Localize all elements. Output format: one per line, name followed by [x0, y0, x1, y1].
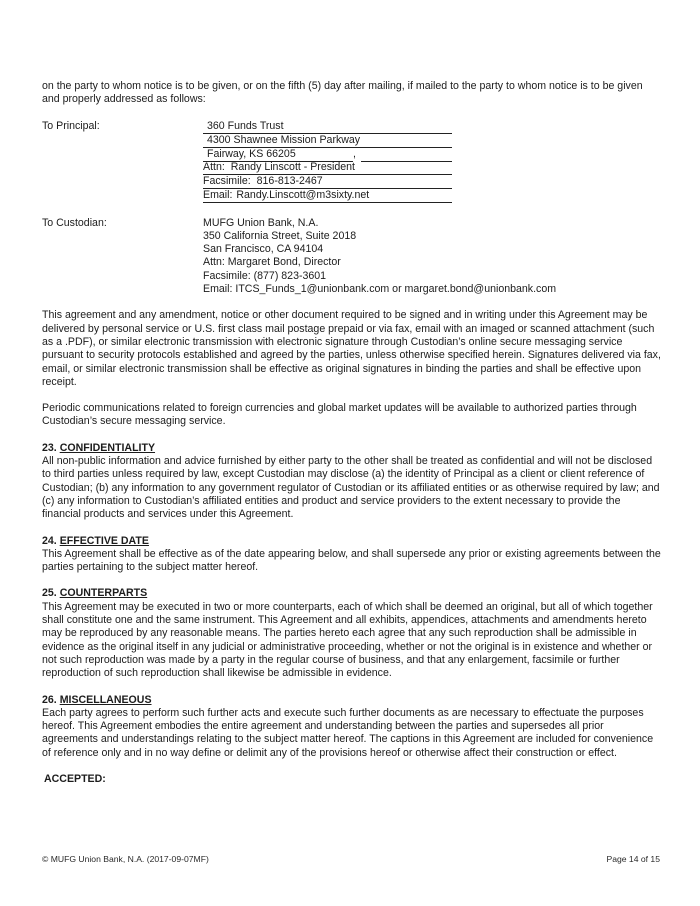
custodian-address-block: [42, 217, 662, 297]
custodian-address-line: 350 California Street, Suite 2018: [203, 229, 357, 242]
principal-blank-underline: [361, 148, 452, 162]
intro-paragraph: on the party to whom notice is to be given, or on the fifth (5) day after mailing, if mailed to the party to whom notice is to be given and properly addressed as follows:: [42, 80, 643, 106]
section-title: COUNTERPARTS: [59, 587, 148, 600]
section-body: Each party agrees to perform such further acts and execute such further documents as are necessary to effectuate the purposes hereof. This Agreement embodies the entire agreement and understanding between the parties and supersedes all prior agreements and understandings relating to the subject matter hereof. The captions in this Agreement are included for convenience of reference only and in no way define or delimit any of the provisions hereof or otherwise affect their construction or effect.: [42, 706, 654, 759]
section-number: 23.: [42, 441, 57, 454]
principal-city-line: [203, 148, 452, 161]
accepted-heading: ACCEPTED:: [44, 772, 106, 785]
principal-email-label: Email:: [203, 188, 233, 201]
custodian-address-line: Email: ITCS_Funds_1@unionbank.com or margaret.bond@unionbank.com: [203, 283, 557, 296]
section-number: 25.: [42, 587, 57, 600]
section-title: MISCELLANEOUS: [59, 693, 152, 706]
section-title: EFFECTIVE DATE: [59, 534, 149, 547]
section-title: CONFIDENTIALITY: [59, 441, 156, 454]
section-heading: [42, 535, 662, 548]
custodian-address-line: Facsimile: (877) 823-3601: [203, 269, 327, 282]
principal-email-value: Randy.Linscott@m3sixty.net: [236, 188, 370, 201]
principal-email-line: [203, 189, 452, 203]
communications-paragraph: Periodic communications related to foreign currencies and global market updates will be available to authorized parties through Custodian’s secure messaging service.: [42, 402, 637, 428]
section-counterparts: [42, 587, 662, 680]
section-effective-date: [42, 535, 662, 575]
document-page: [42, 80, 662, 786]
principal-address-lines: [203, 120, 452, 203]
principal-address-block: [42, 120, 662, 203]
principal-attn-label: Attn:: [203, 160, 225, 173]
section-number: 24.: [42, 534, 57, 547]
section-heading: [42, 442, 662, 455]
page-number: Page 14 of 15: [606, 854, 660, 864]
section-body: This Agreement shall be effective as of the date appearing below, and shall supersede any prior or existing agreements between the parties pertaining to the subject matter hereof.: [42, 547, 661, 574]
custodian-label: To Custodian:: [42, 216, 107, 229]
section-confidentiality: [42, 442, 662, 522]
footer-copyright: © MUFG Union Bank, N.A. (2017-09-07MF): [42, 854, 209, 864]
page-footer: [42, 853, 660, 866]
principal-fax-label: Facsimile:: [203, 174, 251, 187]
custodian-address-lines: [203, 217, 556, 297]
principal-city: Fairway, KS 66205: [207, 147, 296, 160]
section-body: All non-public information and advice furnished by either party to the other shall be treated as confidential and will not be disclosed to third parties unless required by law, except Custodian may disclose (a) the identity of Principal as a client or client reference of Custodian; (b) any information to any government regulator of Custodian or its affiliated entities or as otherwise required by law; and (c) any information to Custodian’s affiliated entities and product and service providers to the extent necessary to provide the financial products and services under this Agreement.: [42, 455, 660, 521]
principal-label: To Principal:: [42, 119, 100, 132]
custodian-address-line: Attn: Margaret Bond, Director: [203, 256, 341, 269]
principal-name-line: [203, 120, 452, 134]
principal-attn-value: Randy Linscott - President: [230, 160, 355, 173]
principal-street-line: [203, 134, 452, 148]
custodian-address-line: MUFG Union Bank, N.A.: [203, 216, 319, 229]
section-heading: [42, 587, 662, 600]
delivery-paragraph: This agreement and any amendment, notice or other document required to be signed and in writing under this Agreement may be delivered by personal service or U.S. first class mail postage prepaid or via fax, email with an imaged or scanned attachment (such as a .PDF), or similar electronic transmission with electronic signature through Custodian’s online secure messaging service pursuant to security protocols established and agreed by the parties, unless otherwise specified herein. Signatures delivered via fax, email, or similar electronic transmission shall be effective as original signatures in binding the parties and shall be effective upon receipt.: [42, 309, 661, 388]
section-body: This Agreement may be executed in two or more counterparts, each of which shall be deemed an original, but all of which together shall constitute one and the same instrument. This Agreement and all exhibits, appendices, attachments and amendments hereto may be reproduced by any reasonable means. The parties hereto each agree that any such reproduction shall be admissible in evidence as the original itself in any judicial or administrative proceeding, whether or not the original is in existence and whether or not such reproduction was made by a party in the regular course of business, and that any enlargement, facsimile or further reproduction of such reproduction shall likewise be admissible in evidence.: [42, 600, 653, 680]
principal-fax-value: 816-813-2467: [256, 174, 323, 187]
principal-city-separator: ,: [353, 147, 356, 160]
principal-attn-line: [203, 161, 452, 175]
section-heading: [42, 694, 662, 707]
principal-name: 360 Funds Trust: [207, 119, 284, 132]
custodian-address-line: San Francisco, CA 94104: [203, 243, 324, 256]
section-miscellaneous: [42, 694, 662, 760]
section-number: 26.: [42, 693, 57, 706]
principal-fax-line: [203, 175, 452, 189]
principal-street: 4300 Shawnee Mission Parkway: [207, 133, 361, 146]
